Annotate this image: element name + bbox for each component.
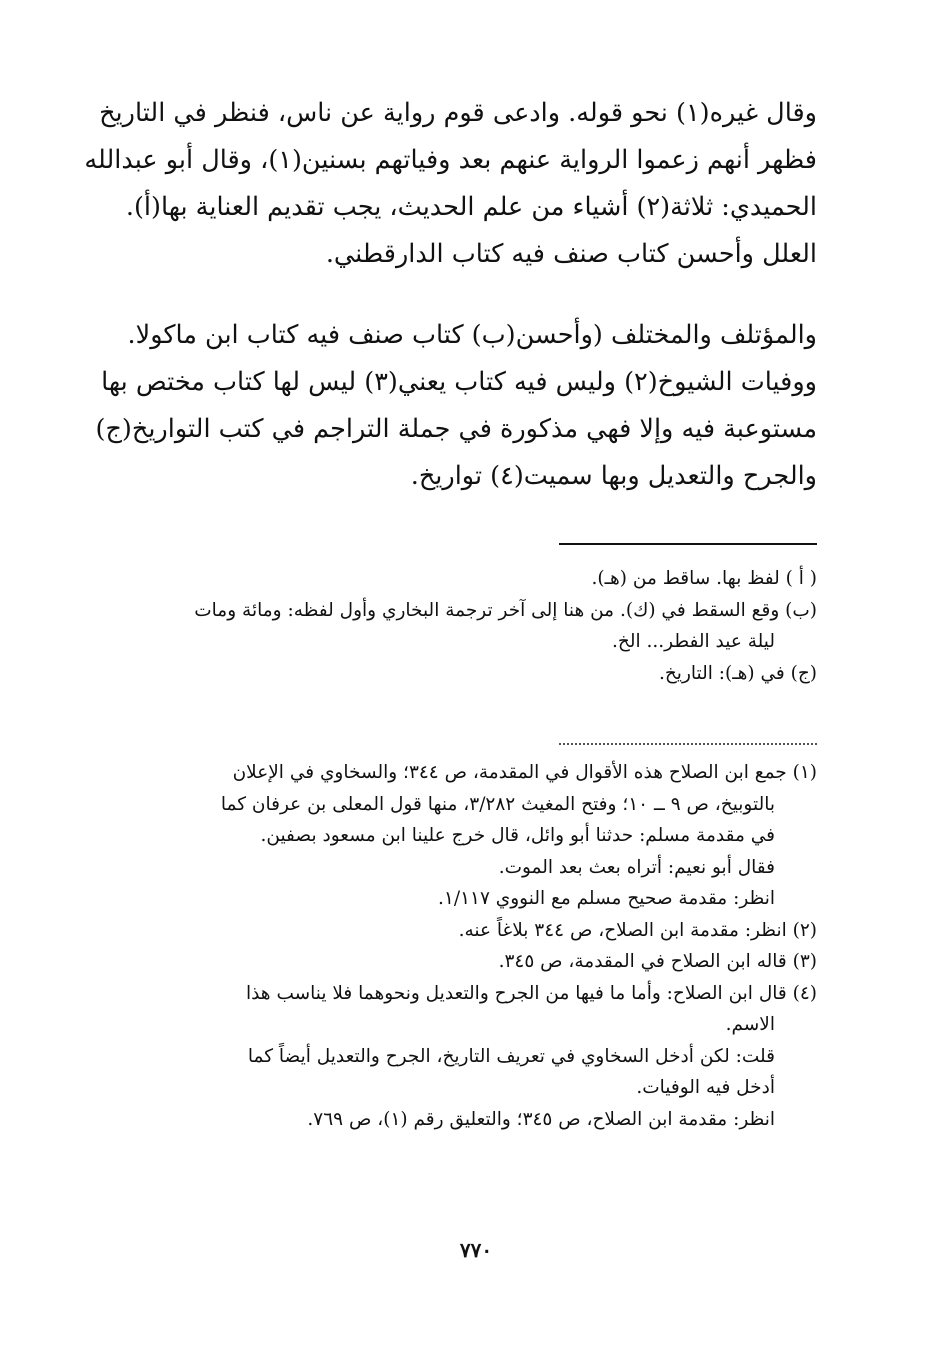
text-line: والمؤتلف والمختلف (وأحسن(ب) كتاب صنف فيه كتاب ابن ماكولا. — [127, 320, 817, 350]
footnote-continuation: بالتوبيخ، ص ٩ ــ ١٠؛ وفتح المغيث ٣/٢٨٢، منها قول المعلى بن عرفان كما — [220, 793, 775, 815]
variant-note: (ب) وقع السقط في (ك). من هنا إلى آخر ترجمة البخاري وأول لفظه: ومائة ومات — [194, 599, 817, 621]
text-line: الحميدي: ثلاثة(٢) أشياء من علم الحديث، يجب تقديم العناية بها(أ). — [125, 192, 817, 222]
footnotes — [127, 757, 817, 1135]
footnote-continuation: قلت: لكن أدخل السخاوي في تعريف التاريخ، الجرح والتعديل أيضاً كما — [247, 1045, 775, 1067]
variant-note: (ج) في (هـ): التاريخ. — [658, 662, 817, 684]
footnote: (٤) قال ابن الصلاح: وأما ما فيها من الجرح والتعديل ونحوهما فلا يناسب هذا — [245, 982, 817, 1004]
body-paragraph-1 — [84, 90, 817, 278]
text-line: ووفيات الشيوخ(٢) وليس فيه كتاب يعني(٣) ليس لها كتاب مختص بها — [101, 367, 817, 397]
dotted-separator — [559, 743, 817, 745]
page-number: ٧٧٠ — [459, 1238, 493, 1262]
text-line: مستوعبة فيه وإلا فهي مذكورة في جملة التراجم في كتب التواريخ(ج) — [95, 414, 817, 444]
variant-note: ( أ ) لفظ بها. ساقط من (هـ). — [591, 568, 817, 589]
variant-note-continuation: ليلة عيد الفطر... الخ. — [612, 631, 775, 652]
footnote: (٢) انظر: مقدمة ابن الصلاح، ص ٣٤٤ بلاغاً عنه. — [458, 919, 817, 941]
footnote: (١) جمع ابن الصلاح هذه الأقوال في المقدمة، ص ٣٤٤؛ والسخاوي في الإعلان — [232, 762, 817, 783]
text-line: والجرح والتعديل وبها سميت(٤) تواريخ. — [410, 461, 817, 491]
body-paragraph-2 — [95, 312, 817, 500]
footnote-continuation: انظر: مقدمة ابن الصلاح، ص ٣٤٥؛ والتعليق رقم (١)، ص ٧٦٩. — [307, 1108, 775, 1130]
text-line: العلل وأحسن كتاب صنف فيه كتاب الدارقطني. — [325, 239, 817, 269]
text-line: فظهر أنهم زعموا الرواية عنهم بعد وفياتهم بسنين(١)، وقال أبو عبدالله — [84, 145, 817, 175]
footnote-continuation: في مقدمة مسلم: حدثنا أبو وائل، قال خرج علينا ابن مسعود بصفين. — [260, 825, 775, 846]
variant-notes — [127, 563, 817, 689]
footnote-separator — [559, 543, 817, 545]
footnote-continuation: فقال أبو نعيم: أتراه بعث بعد الموت. — [498, 856, 775, 878]
footnote-continuation: أدخل فيه الوفيات. — [636, 1077, 775, 1098]
footnote: (٣) قاله ابن الصلاح في المقدمة، ص ٣٤٥. — [498, 951, 817, 972]
footnote-continuation: انظر: مقدمة صحيح مسلم مع النووي ١/١١٧. — [438, 888, 775, 909]
text-line: وقال غيره(١) نحو قوله. وادعى قوم رواية عن ناس، فنظر في التاريخ — [99, 98, 817, 128]
footnote-continuation: الاسم. — [725, 1014, 775, 1035]
